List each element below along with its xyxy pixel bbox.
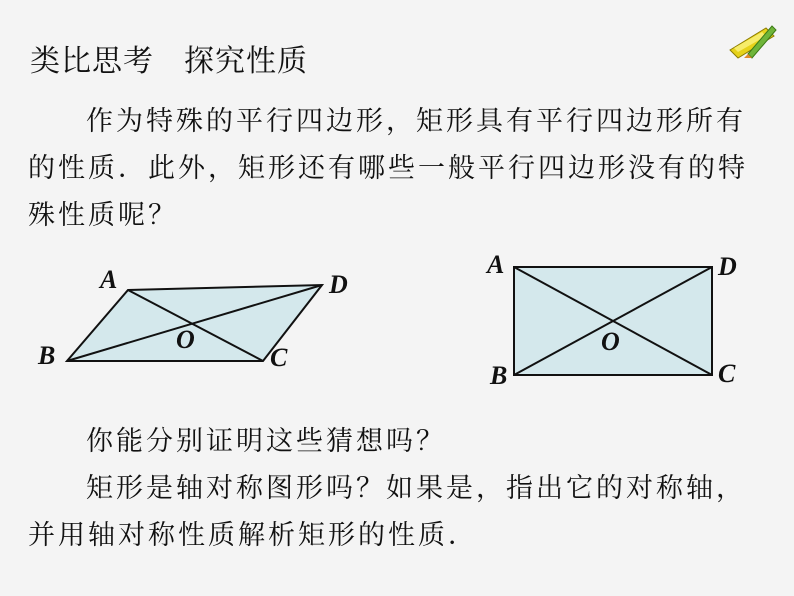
questions-paragraph [28, 418, 778, 559]
rectangle-label-c: C [718, 359, 736, 388]
title-right: 探究性质 [184, 44, 308, 79]
rectangle-label-b: B [490, 361, 508, 390]
title-left: 类比思考 [30, 44, 154, 79]
question-1: 你能分别证明这些猜想吗？ [86, 426, 446, 457]
parallelogram-label-b: B [38, 341, 56, 370]
parallelogram-label-d: D [329, 270, 348, 299]
rectangle-label-d: D [718, 252, 737, 281]
rectangle-label-o: O [601, 327, 620, 356]
question-2-line-2: 并用轴对称性质解析矩形的性质． [28, 520, 478, 551]
parallelogram-label-o: O [176, 325, 195, 354]
question-2-line-1: 矩形是轴对称图形吗？如果是，指出它的对称轴， [86, 473, 746, 504]
parallelogram-label-c: C [270, 343, 288, 372]
parallelogram-label-a: A [100, 265, 118, 294]
rectangle-label-a: A [487, 250, 505, 279]
intro-line-3: 殊性质呢？ [28, 200, 178, 231]
intro-line-2: 的性质．此外，矩形还有哪些一般平行四边形没有的特 [28, 153, 748, 184]
intro-line-1: 作为特殊的平行四边形，矩形具有平行四边形所有 [86, 106, 746, 137]
